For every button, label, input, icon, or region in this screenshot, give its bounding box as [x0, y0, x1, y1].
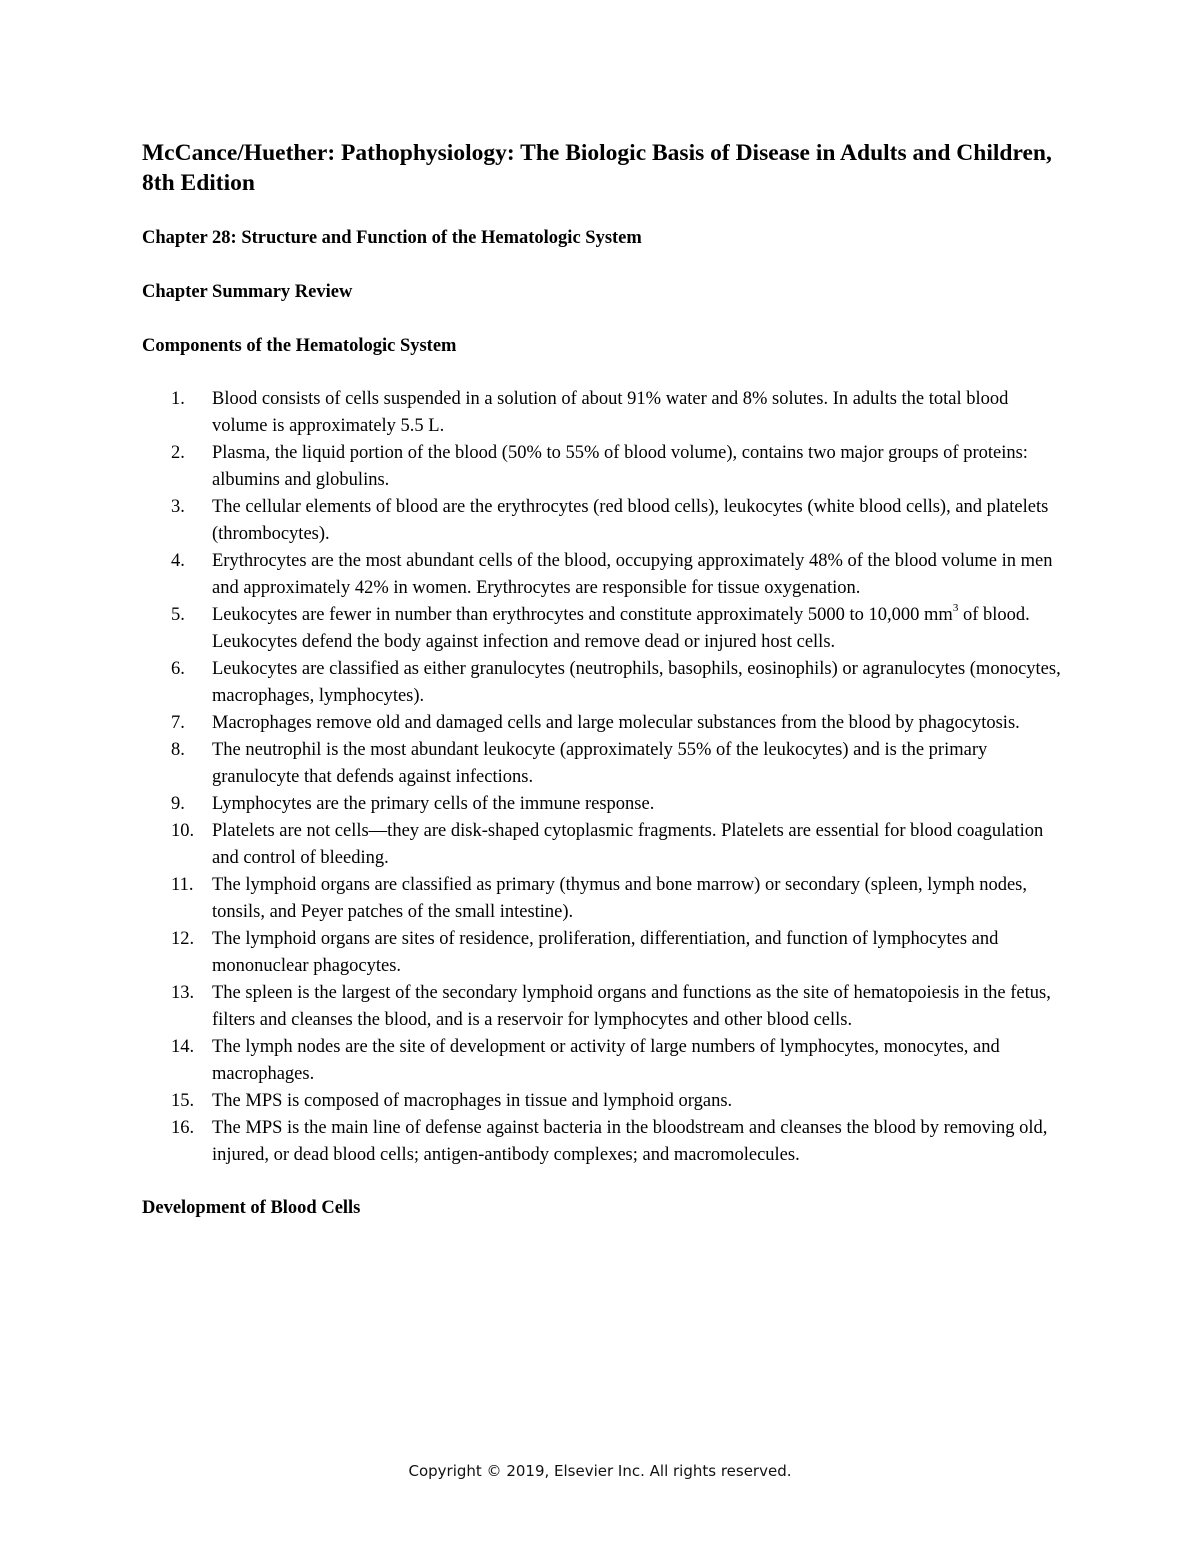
list-item: [142, 926, 1062, 980]
summary-heading: Chapter Summary Review: [142, 282, 353, 302]
item-number: 15.: [171, 1091, 195, 1111]
item-text: Plasma, the liquid portion of the blood (50% to 55% of blood volume), contains two major groups of proteins: albumins and globulins.: [212, 443, 1028, 490]
list-item: [142, 980, 1062, 1034]
document-page: [142, 138, 1062, 1239]
item-number: 13.: [171, 983, 195, 1003]
list-item: [142, 710, 1062, 737]
item-text: The spleen is the largest of the secondary lymphoid organs and functions as the site of hematopoiesis in the fetus, filters and cleanses the blood, and is a reservoir for lymphocytes and other blood cells.: [212, 983, 1051, 1030]
item-text-before: Leukocytes are fewer in number than erythrocytes and constitute approximately 5000 to 10,000 mm: [212, 605, 953, 625]
superscript: 3: [952, 601, 959, 614]
item-text: Macrophages remove old and damaged cells and large molecular substances from the blood by phagocytosis.: [212, 713, 1020, 733]
list-item: [142, 1088, 1062, 1115]
item-number: 1.: [171, 389, 185, 409]
item-text: Leukocytes are classified as either granulocytes (neutrophils, basophils, eosinophils) or agranulocytes (monocytes, macrophages, lymphocytes).: [212, 659, 1061, 706]
copyright-footer: Copyright © 2019, Elsevier Inc. All rights reserved.: [408, 1462, 792, 1480]
item-number: 5.: [171, 605, 185, 625]
list-item: [142, 737, 1062, 791]
list-item: [142, 548, 1062, 602]
list-item: [142, 872, 1062, 926]
item-text: Blood consists of cells suspended in a solution of about 91% water and 8% solutes. In adults the total blood volume is approximately 5.5 L.: [212, 389, 1009, 436]
item-text: Erythrocytes are the most abundant cells of the blood, occupying approximately 48% of the blood volume in men and approximately 42% in women. Erythrocytes are responsible for tissue oxygenation.: [212, 551, 1053, 598]
item-number: 16.: [171, 1118, 195, 1138]
item-text: The MPS is composed of macrophages in tissue and lymphoid organs.: [212, 1091, 733, 1111]
item-text: The lymphoid organs are sites of residence, proliferation, differentiation, and function of lymphocytes and mononuclear phagocytes.: [212, 929, 999, 976]
item-number: 3.: [171, 497, 185, 517]
item-text: The MPS is the main line of defense against bacteria in the bloodstream and cleanses the blood by removing old, injured, or dead blood cells; antigen-antibody complexes; and macromolecules.: [212, 1118, 1048, 1165]
item-number: 4.: [171, 551, 185, 571]
item-number: 9.: [171, 794, 185, 814]
item-number: 6.: [171, 659, 185, 679]
list-item: [142, 1034, 1062, 1088]
item-number: 12.: [171, 929, 195, 949]
item-number: 8.: [171, 740, 185, 760]
section-heading: Components of the Hematologic System: [142, 336, 457, 356]
list-item: [142, 1115, 1062, 1169]
item-text: Platelets are not cells—they are disk-shaped cytoplasmic fragments. Platelets are essential for blood coagulation and control of bleeding.: [212, 821, 1044, 868]
item-text: The lymphoid organs are classified as primary (thymus and bone marrow) or secondary (spleen, lymph nodes, tonsils, and Peyer patches of the small intestine).: [212, 875, 1027, 922]
list-item: [142, 602, 1062, 656]
item-number: 14.: [171, 1037, 195, 1057]
chapter-title: Chapter 28: Structure and Function of the Hematologic System: [142, 228, 642, 248]
next-section-heading: Development of Blood Cells: [142, 1198, 361, 1218]
item-text: Lymphocytes are the primary cells of the immune response.: [212, 794, 655, 814]
item-number: 2.: [171, 443, 185, 463]
item-number: 10.: [171, 821, 195, 841]
item-number: 7.: [171, 713, 185, 733]
list-item: [142, 494, 1062, 548]
list-item: [142, 440, 1062, 494]
item-text: The lymph nodes are the site of development or activity of large numbers of lymphocytes, monocytes, and macrophages.: [212, 1037, 1000, 1084]
item-text: The neutrophil is the most abundant leukocyte (approximately 55% of the leukocytes) and is the primary granulocyte that defends against infections.: [212, 740, 988, 787]
list-item: [142, 818, 1062, 872]
item-number: 11.: [171, 875, 194, 895]
list-item: [142, 791, 1062, 818]
item-text: The cellular elements of blood are the erythrocytes (red blood cells), leukocytes (white blood cells), and platelets (thrombocytes).: [212, 497, 1049, 544]
book-title: McCance/Huether: Pathophysiology: The Biologic Basis of Disease in Adults and Children, 8th Edition: [142, 140, 1052, 196]
item-text-after: of blood. Leukocytes defend the body against infection and remove dead or injured host cells.: [212, 605, 1030, 652]
list-item: [142, 656, 1062, 710]
list-item: [142, 386, 1062, 440]
summary-list: [142, 386, 1062, 1169]
